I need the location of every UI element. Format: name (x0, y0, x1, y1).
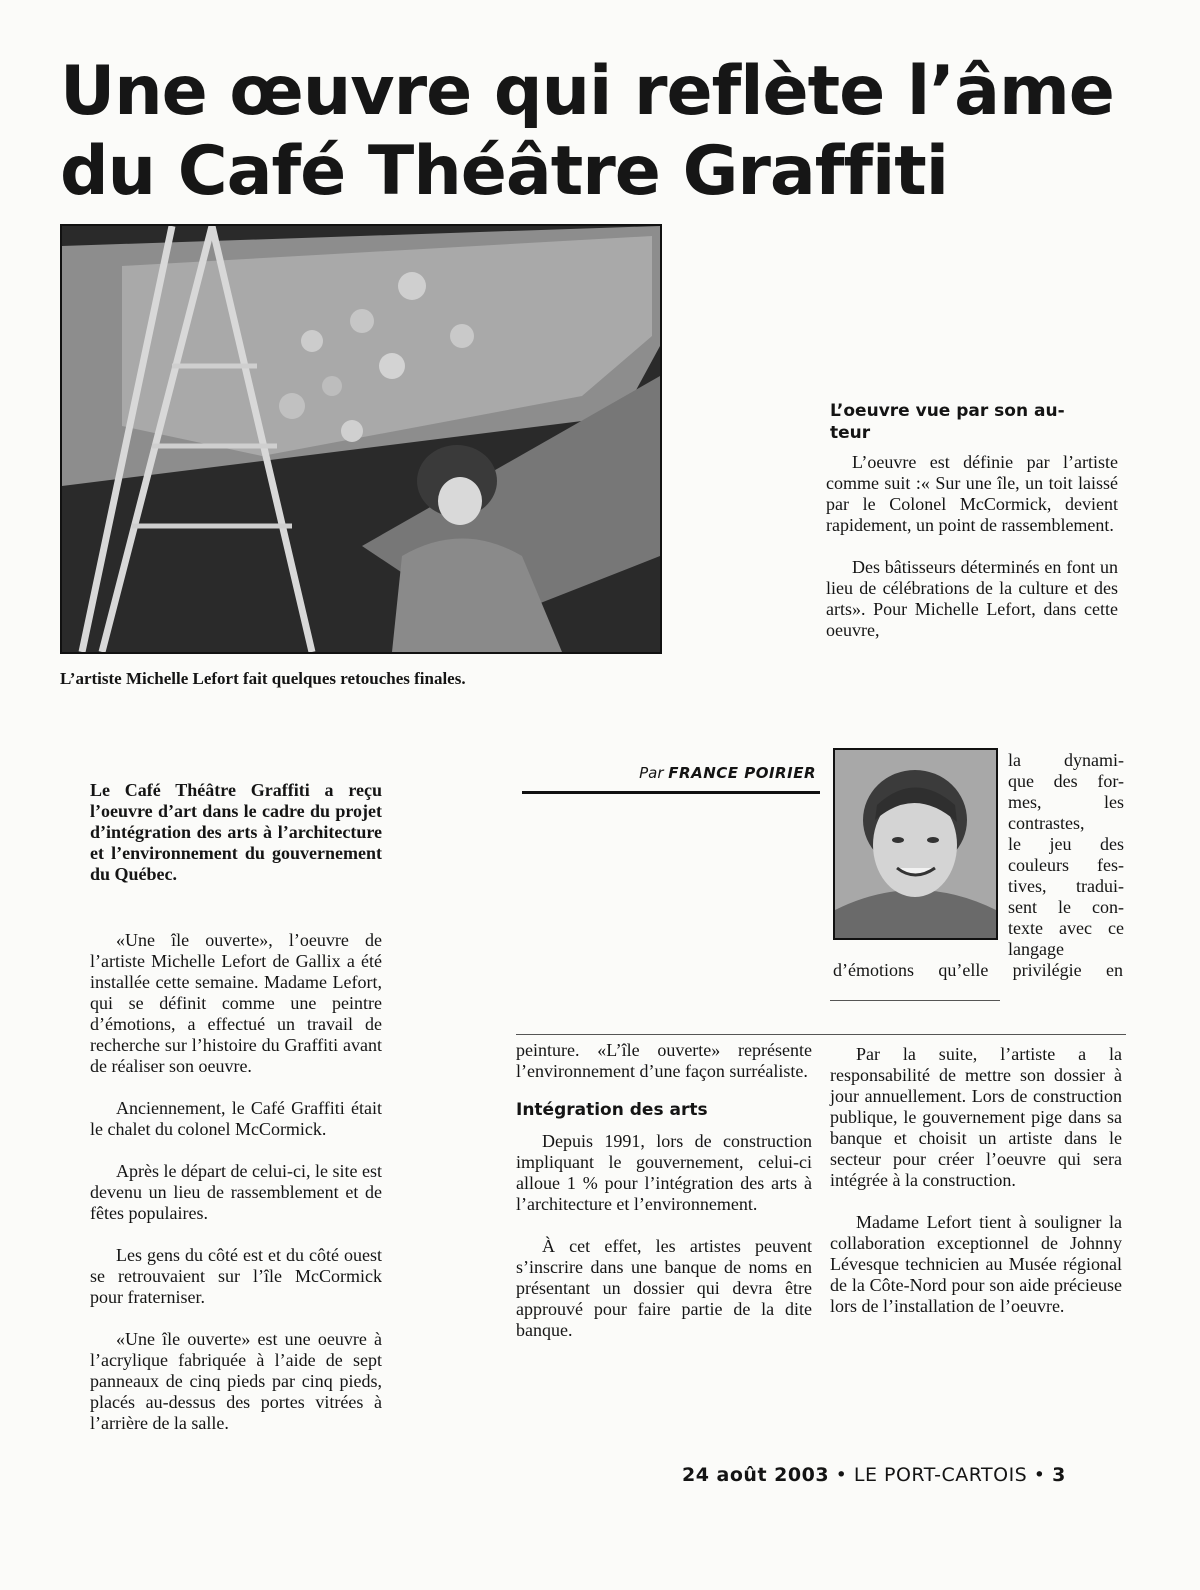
lead-paragraph: Le Café Théâtre Graffiti a reçu l’oeuvre d’art dans le cadre du projet d’intégration des arts à l’architecture et l’environnement du gouvernement du Québec. (90, 780, 382, 884)
sidebar-heading (830, 400, 1110, 444)
column-2 (516, 1040, 812, 1362)
sidebar-body (826, 452, 1118, 662)
separator-rule (830, 1000, 1000, 1001)
page-footer (682, 1464, 1122, 1486)
byline-prefix: Par (639, 764, 664, 782)
wrap-line: sent le con- (1008, 897, 1124, 917)
column-3 (830, 1044, 1122, 1338)
byline (520, 764, 820, 794)
footer-bullet: • (1033, 1464, 1046, 1486)
wrap-line: la dynami- (1008, 750, 1124, 770)
column-1 (90, 930, 382, 1455)
column-1-paragraph: «Une île ouverte» est une oeuvre à l’acrylique fabriquée à l’aide de sept panneaux de cinq pieds par cinq pieds, placés au-dessus des portes vitrées à l’arrière de la salle. (90, 1329, 382, 1433)
sidebar-paragraph: Des bâtisseurs déterminés en font un lieu de célébrations de la culture et des arts». Pour Michelle Lefort, dans cette oeuvre, (826, 557, 1118, 640)
column-3-paragraph: Par la suite, l’artiste a la responsabilité de mettre son dossier à jour annuellement. Lors de construction publique, le gouvernement pige dans sa banque et choisit un artiste dans le secteur pour créer l’oeuvre qui sera intégrée à la construction. (830, 1044, 1122, 1190)
wrap-line: le jeu des (1008, 834, 1124, 854)
byline-author: FRANCE POIRIER (668, 764, 816, 782)
footer-bullet: • (835, 1464, 848, 1486)
column-1-paragraph: Anciennement, le Café Graffiti était le chalet du colonel McCormick. (90, 1098, 382, 1139)
wrap-line: tives, tradui- (1008, 876, 1124, 896)
sidebar-heading-line-2: teur (830, 423, 871, 443)
separator-rule (516, 1034, 1126, 1035)
sidebar-heading-line-1: L’oeuvre vue par son au- (830, 401, 1065, 421)
column-2-heading: Intégration des arts (516, 1100, 708, 1120)
footer-date: 24 août 2003 (682, 1464, 830, 1486)
headline-line-2: du Café Théâtre Graffiti (60, 132, 949, 211)
footer-page-number: 3 (1052, 1464, 1066, 1486)
wrap-line: mes, les (1008, 792, 1124, 812)
footer-publication: LE PORT-CARTOIS (853, 1464, 1028, 1486)
wrap-line: langage (1008, 939, 1064, 959)
headline-line-1: Une œuvre qui reflète l’âme (60, 52, 1114, 131)
byline-rule (522, 791, 820, 794)
headline (60, 52, 1170, 212)
wrap-text (1008, 750, 1124, 960)
artist-at-work-photo (60, 224, 662, 654)
wrap-line: que des for- (1008, 771, 1124, 791)
wrap-bottom-line: d’émotions qu’elle privilégie en (833, 960, 1123, 980)
column-1-paragraph: Après le départ de celui-ci, le site est devenu un lieu de rassemblement et de fêtes populaires. (90, 1161, 382, 1223)
wrap-line: texte avec ce (1008, 918, 1124, 938)
photo-caption: L’artiste Michelle Lefort fait quelques retouches finales. (60, 669, 466, 688)
column-1-paragraph: «Une île ouverte», l’oeuvre de l’artiste Michelle Lefort de Gallix a été installée cette semaine. Madame Lefort, qui se définit comme une peintre d’émotions, a effectué un travail de recherche sur l’histoire du Graffiti avant de réaliser son oeuvre. (90, 930, 382, 1076)
sidebar-paragraph: L’oeuvre est définie par l’artiste comme suit :« Sur une île, un toit laissé par le Colonel McCormick, devient rapidement, un point de rassemblement. (826, 452, 1118, 535)
wrap-line: contrastes, (1008, 813, 1085, 833)
wrap-line: couleurs fes- (1008, 855, 1124, 875)
column-2-paragraph: Depuis 1991, lors de construction impliquant le gouvernement, celui-ci alloue 1 % pour l’intégration des arts à l’architecture et l’environnement. (516, 1131, 812, 1214)
column-2-paragraph: À cet effet, les artistes peuvent s’inscrire dans une banque de noms en présentant un dossier qui devra être approuvé pour faire partie de la dite banque. (516, 1236, 812, 1340)
column-1-paragraph: Les gens du côté est et du côté ouest se retrouvaient sur l’île McCormick pour fraterniser. (90, 1245, 382, 1307)
column-3-paragraph: Madame Lefort tient à souligner la collaboration exceptionnel de Johnny Lévesque technicien au Musée régional de la Côte-Nord pour son aide précieuse lors de l’installation de l’oeuvre. (830, 1212, 1122, 1316)
column-2-continuation: peinture. «L’île ouverte» représente l’environnement d’une façon surréaliste. (516, 1040, 812, 1081)
author-portrait (833, 748, 998, 940)
